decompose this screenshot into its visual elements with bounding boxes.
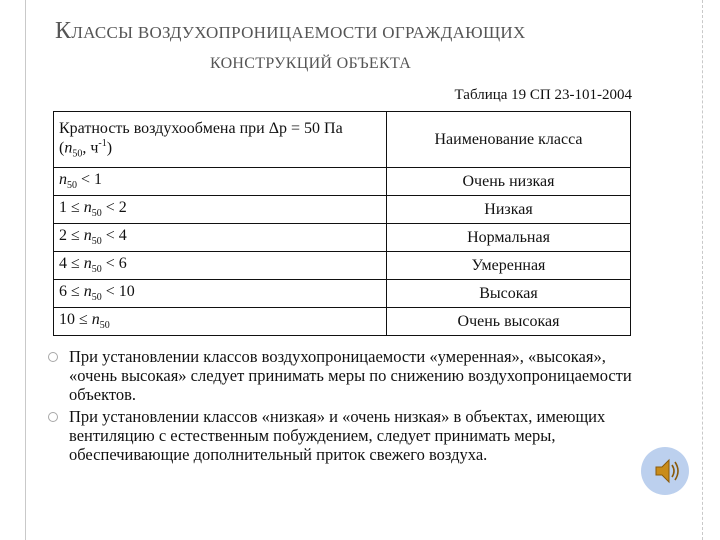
- rate-range-cell: $1 \le n_{50} < 2$: [54, 196, 387, 224]
- table-row: [54, 168, 631, 196]
- table-row: [54, 196, 631, 224]
- class-name-cell: Нормальная: [387, 224, 631, 252]
- slide-title-line-1: [55, 18, 675, 45]
- left-margin-rule: [25, 0, 27, 540]
- note-text: При установлении классов воздухопроницаемости «умеренная», «высокая», «очень высокая» следует принимать меры по снижению воздухопроницаемости объектов.: [69, 347, 632, 404]
- rate-range-cell: $4 \le n_{50} < 6$: [54, 252, 387, 280]
- notes-list: [48, 347, 648, 467]
- note-item: [48, 347, 648, 404]
- table-row: [54, 308, 631, 336]
- table-row: [54, 224, 631, 252]
- title-initial: К: [55, 18, 72, 44]
- circle-bullet-icon: [48, 412, 58, 422]
- header-rate-line1: Кратность воздухообмена при Δp = 50 Па: [59, 119, 343, 137]
- class-name-cell: Очень низкая: [387, 168, 631, 196]
- slide-title-line-2: КОНСТРУКЦИЙ ОБЪЕКТА: [210, 55, 412, 72]
- note-text: При установлении классов «низкая» и «очень низкая» в объектах, имеющих вентиляцию с естественным побуждением, следует принимать меры, обеспечивающие дополнительный приток свежего воздуха.: [69, 407, 606, 464]
- class-name-cell: Очень высокая: [387, 308, 631, 336]
- header-rate-cell: [54, 112, 387, 168]
- table-row: [54, 252, 631, 280]
- title-line1-text: ЛАССЫ ВОЗДУХОПРОНИЦАЕМОСТИ ОГРАЖДАЮЩИХ: [71, 23, 526, 42]
- table-header-row: [54, 112, 631, 168]
- speaker-icon[interactable]: [641, 447, 689, 495]
- rate-range-cell: $n_{50} < 1$: [54, 168, 387, 196]
- class-name-cell: Умеренная: [387, 252, 631, 280]
- header-rate-line2: ($n_{50}$, $ч^{-1}$): [59, 137, 113, 160]
- class-name-cell: Низкая: [387, 196, 631, 224]
- header-class-name-cell: Наименование класса: [387, 112, 631, 168]
- circle-bullet-icon: [48, 352, 58, 362]
- table-caption: Таблица 19 СП 23-101-2004: [454, 87, 632, 103]
- class-name-cell: Высокая: [387, 280, 631, 308]
- rate-range-cell: $10 \le n_{50}$: [54, 308, 387, 336]
- rate-range-cell: $2 \le n_{50} < 4$: [54, 224, 387, 252]
- rate-range-cell: $6 \le n_{50} < 10$: [54, 280, 387, 308]
- air-permeability-table: [53, 111, 631, 336]
- speaker-glyph: [641, 447, 689, 495]
- note-item: [48, 407, 648, 464]
- right-margin-rule: [702, 0, 704, 540]
- table-row: [54, 280, 631, 308]
